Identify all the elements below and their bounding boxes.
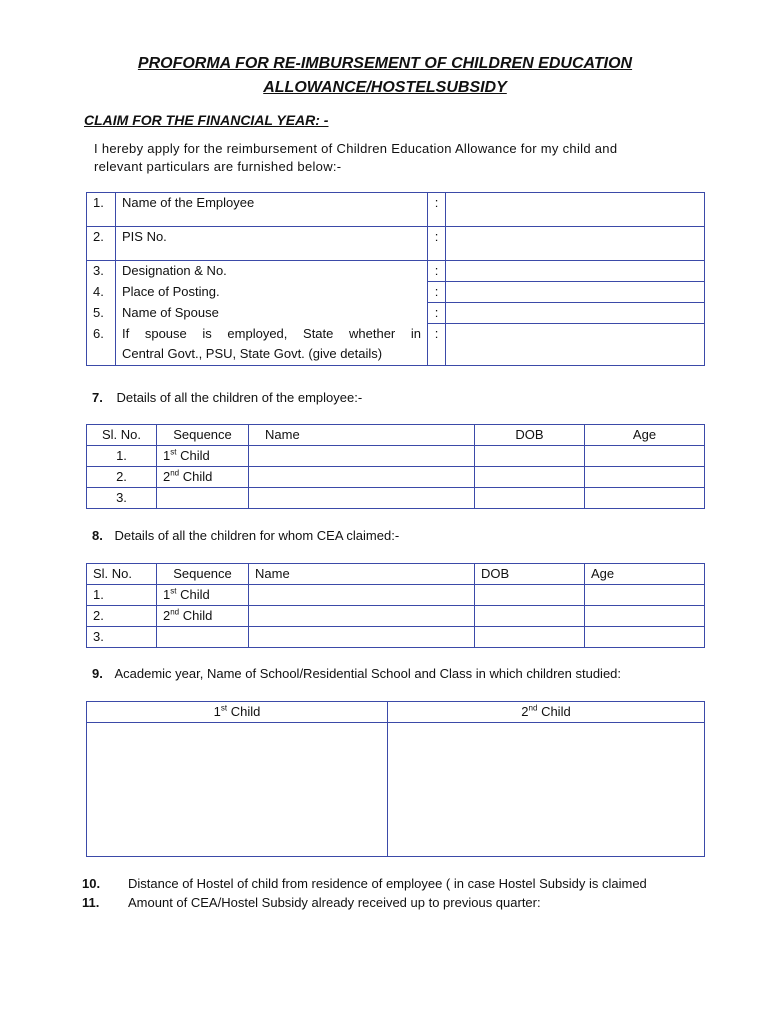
col-num: 2 bbox=[521, 704, 529, 719]
header-sequence: Sequence bbox=[157, 425, 249, 446]
first-child-school-field[interactable] bbox=[87, 723, 388, 857]
header-sequence: Sequence bbox=[157, 564, 249, 585]
cell-dob-input[interactable] bbox=[475, 606, 585, 627]
col-num: 1 bbox=[213, 704, 221, 719]
colon: : bbox=[428, 227, 446, 261]
cell-sequence bbox=[157, 585, 249, 606]
cell-sl-no: 1. bbox=[87, 446, 157, 467]
colon: : bbox=[428, 261, 446, 282]
section-text: Distance of Hostel of child from residence of employee ( in case Hostel Subsidy is claimed bbox=[128, 876, 647, 891]
cell-age-input[interactable] bbox=[585, 627, 705, 648]
cell-age-input[interactable] bbox=[585, 446, 705, 467]
row-label: PIS No. bbox=[116, 227, 428, 261]
cell-dob-input[interactable] bbox=[475, 488, 585, 509]
header-dob: DOB bbox=[475, 425, 585, 446]
header-first-child bbox=[87, 702, 388, 723]
cell-dob-input[interactable] bbox=[475, 446, 585, 467]
seq-word: Child bbox=[180, 448, 210, 463]
cell-name-input[interactable] bbox=[249, 467, 475, 488]
table-row bbox=[87, 585, 705, 606]
cell-name-input[interactable] bbox=[249, 627, 475, 648]
header-sl-no: Sl. No. bbox=[87, 564, 157, 585]
table-header-row bbox=[87, 702, 705, 723]
cell-name-input[interactable] bbox=[249, 585, 475, 606]
seq-word: Child bbox=[182, 608, 213, 623]
cell-age-input[interactable] bbox=[585, 606, 705, 627]
section-7-heading bbox=[92, 390, 362, 405]
school-details-table bbox=[86, 701, 705, 857]
colon: : bbox=[428, 193, 446, 227]
seq-sup: nd bbox=[170, 607, 180, 617]
cell-dob-input[interactable] bbox=[475, 627, 585, 648]
header-second-child bbox=[388, 702, 705, 723]
cell-sequence bbox=[157, 606, 249, 627]
cell-name-input[interactable] bbox=[249, 488, 475, 509]
row-label-line-1: If spouse is employed, State whether in bbox=[122, 325, 421, 341]
pis-no-field[interactable] bbox=[446, 227, 705, 261]
seq-num: 2 bbox=[163, 608, 171, 623]
cell-sequence bbox=[157, 446, 249, 467]
colon: : bbox=[428, 303, 446, 324]
col-sup: st bbox=[220, 703, 228, 713]
cell-sl-no: 1. bbox=[87, 585, 157, 606]
intro-line-2: relevant particulars are furnished below:- bbox=[94, 159, 342, 174]
cell-sl-no: 2. bbox=[87, 606, 157, 627]
header-age: Age bbox=[585, 425, 705, 446]
cea-children-table bbox=[86, 563, 705, 648]
row-label: Name of the Employee bbox=[116, 193, 428, 227]
cell-age-input[interactable] bbox=[585, 585, 705, 606]
table-row bbox=[87, 324, 705, 366]
header-name: Name bbox=[249, 425, 475, 446]
section-9-heading bbox=[92, 666, 621, 681]
cell-dob-input[interactable] bbox=[475, 467, 585, 488]
seq-word: Child bbox=[180, 587, 210, 602]
col-word: Child bbox=[230, 704, 261, 719]
place-of-posting-field[interactable] bbox=[446, 282, 705, 303]
table-header-row bbox=[87, 564, 705, 585]
header-dob: DOB bbox=[475, 564, 585, 585]
table-row bbox=[87, 446, 705, 467]
table-row bbox=[87, 723, 705, 857]
cell-sequence-input[interactable] bbox=[157, 488, 249, 509]
row-label: Designation & No. bbox=[116, 261, 428, 282]
header-name: Name bbox=[249, 564, 475, 585]
colon: : bbox=[428, 324, 446, 366]
row-number: 4. bbox=[87, 282, 116, 303]
section-11 bbox=[82, 895, 541, 910]
cell-name-input[interactable] bbox=[249, 446, 475, 467]
seq-sup: nd bbox=[170, 468, 180, 478]
header-sl-no: Sl. No. bbox=[87, 425, 157, 446]
seq-word: Child bbox=[182, 469, 213, 484]
employee-name-field[interactable] bbox=[446, 193, 705, 227]
col-word: Child bbox=[541, 704, 571, 719]
row-number: 6. bbox=[87, 324, 116, 366]
section-number: 8. bbox=[92, 528, 103, 543]
seq-sup: st bbox=[170, 447, 177, 457]
seq-num: 2 bbox=[163, 469, 171, 484]
header-age: Age bbox=[585, 564, 705, 585]
section-text: Details of all the children of the employee:- bbox=[116, 390, 363, 405]
table-row bbox=[87, 193, 705, 227]
cell-sequence-input[interactable] bbox=[157, 627, 249, 648]
row-number: 2. bbox=[87, 227, 116, 261]
section-number: 10. bbox=[82, 876, 101, 891]
table-row bbox=[87, 627, 705, 648]
seq-num: 1 bbox=[163, 587, 171, 602]
form-title-line-1: PROFORMA FOR RE-IMBURSEMENT OF CHILDREN EDUCATION bbox=[137, 55, 633, 72]
children-details-table bbox=[86, 424, 705, 509]
cell-sl-no: 2. bbox=[87, 467, 157, 488]
table-row bbox=[87, 282, 705, 303]
seq-num: 1 bbox=[163, 448, 171, 463]
row-label bbox=[116, 324, 428, 366]
section-10 bbox=[82, 876, 647, 891]
cell-dob-input[interactable] bbox=[475, 585, 585, 606]
row-label: Name of Spouse bbox=[116, 303, 428, 324]
row-number: 3. bbox=[87, 261, 116, 282]
seq-sup: st bbox=[170, 586, 177, 596]
table-row bbox=[87, 467, 705, 488]
table-row bbox=[87, 488, 705, 509]
form-title-line-2: ALLOWANCE/HOSTELSUBSIDY bbox=[263, 79, 507, 96]
cell-sequence bbox=[157, 467, 249, 488]
cell-name-input[interactable] bbox=[249, 606, 475, 627]
spouse-name-field[interactable] bbox=[446, 303, 705, 324]
table-header-row bbox=[87, 425, 705, 446]
cell-sl-no: 3. bbox=[87, 488, 157, 509]
col-sup: nd bbox=[528, 703, 538, 713]
row-label-line-2: Central Govt., PSU, State Govt. (give details) bbox=[122, 345, 383, 361]
second-child-school-field[interactable] bbox=[388, 723, 705, 857]
row-number: 1. bbox=[87, 193, 116, 227]
section-number: 7. bbox=[92, 390, 103, 405]
employee-details-table bbox=[86, 192, 705, 366]
claim-heading: CLAIM FOR THE FINANCIAL YEAR: - bbox=[84, 112, 329, 128]
section-8-heading bbox=[92, 528, 399, 543]
table-row bbox=[87, 606, 705, 627]
table-row bbox=[87, 227, 705, 261]
section-text: Academic year, Name of School/Residential School and Class in which children studied: bbox=[114, 666, 622, 681]
cell-sl-no: 3. bbox=[87, 627, 157, 648]
spouse-employment-field[interactable] bbox=[446, 324, 705, 366]
section-number: 11. bbox=[82, 895, 100, 910]
designation-field[interactable] bbox=[446, 261, 705, 282]
intro-line-1: I hereby apply for the reimbursement of Children Education Allowance for my child and bbox=[94, 141, 618, 156]
section-number: 9. bbox=[92, 666, 103, 681]
section-text: Amount of CEA/Hostel Subsidy already received up to previous quarter: bbox=[128, 895, 541, 910]
section-text: Details of all the children for whom CEA claimed:- bbox=[114, 528, 400, 543]
row-number: 5. bbox=[87, 303, 116, 324]
colon: : bbox=[428, 282, 446, 303]
cell-age-input[interactable] bbox=[585, 488, 705, 509]
cell-age-input[interactable] bbox=[585, 467, 705, 488]
table-row bbox=[87, 303, 705, 324]
table-row bbox=[87, 261, 705, 282]
row-label: Place of Posting. bbox=[116, 282, 428, 303]
